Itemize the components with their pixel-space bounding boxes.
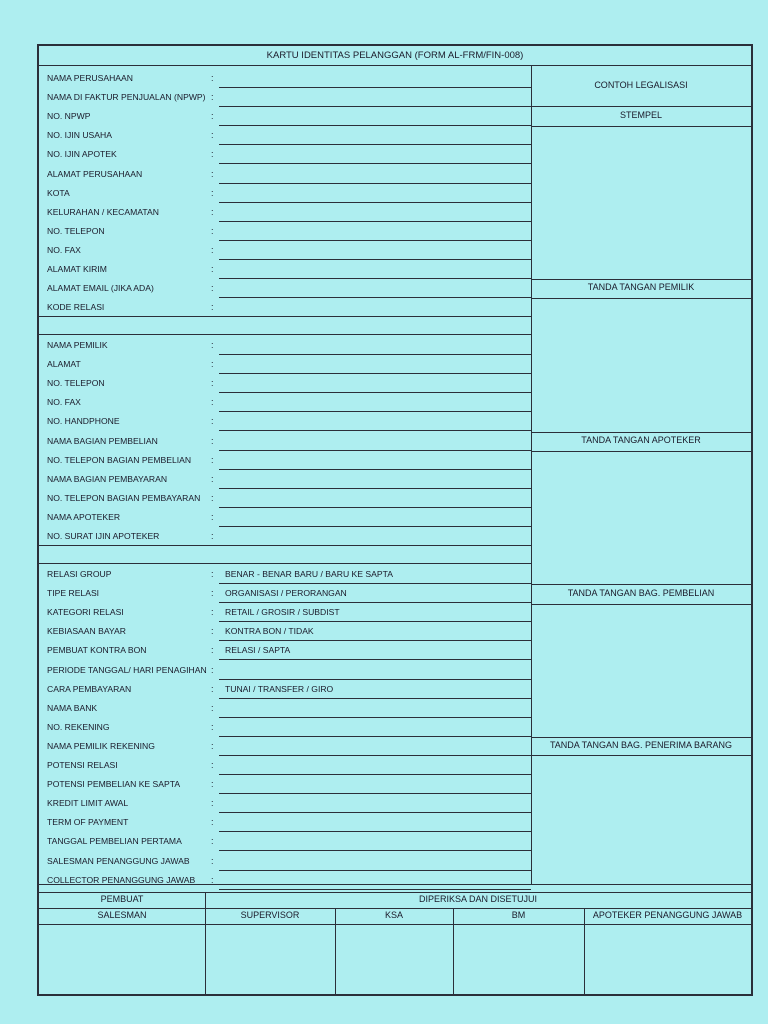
approval-line (39, 908, 751, 909)
field-colon: : (211, 187, 214, 198)
field-label: NO. TELEPON BAGIAN PEMBAYARAN (47, 492, 201, 503)
panel-line (531, 279, 751, 280)
field-colon: : (211, 664, 214, 675)
field-colon: : (211, 397, 214, 408)
field-colon: : (211, 798, 214, 809)
field-underline (219, 507, 531, 508)
field-value: TUNAI / TRANSFER / GIRO (225, 683, 334, 694)
field-colon: : (211, 817, 214, 828)
field-colon: : (211, 760, 214, 770)
field-label: ALAMAT PERUSAHAAN (47, 168, 143, 179)
field-label: NAMA DI FAKTUR PENJUALAN (NPWP) (47, 92, 206, 103)
field-underline (219, 106, 531, 107)
field-underline (219, 354, 531, 355)
field-underline (219, 87, 531, 88)
section-divider (39, 563, 531, 564)
field-label: NO. IJIN APOTEK (47, 149, 117, 160)
field-label: NO. REKENING (47, 721, 110, 732)
maker-header: PEMBUAT (100, 894, 144, 904)
field-label: TIPE RELASI (47, 588, 100, 599)
field-colon: : (211, 244, 214, 255)
field-underline (219, 469, 531, 470)
field-label: PEMBUAT KONTRA BON (47, 645, 147, 656)
field-colon: : (211, 359, 214, 370)
customer-identity-form (37, 44, 753, 996)
field-underline (219, 125, 531, 126)
field-value: RETAIL / GROSIR / SUBDIST (225, 607, 340, 618)
field-colon: : (211, 92, 214, 103)
field-colon: : (211, 779, 214, 790)
approval-line (39, 924, 751, 925)
field-colon: : (211, 283, 214, 294)
field-underline (219, 278, 531, 279)
field-label: KREDIT LIMIT AWAL (47, 798, 129, 809)
stamp-heading: STEMPEL (619, 110, 662, 120)
purchasing-signature-heading: TANDA TANGAN BAG. PEMBELIAN (567, 588, 715, 598)
field-colon: : (211, 874, 214, 885)
field-label: KOTA (47, 187, 70, 198)
field-underline (219, 850, 531, 851)
field-underline (219, 202, 531, 203)
field-label: KODE RELASI (47, 302, 105, 313)
field-label: NO. SURAT IJIN APOTEKER (47, 531, 160, 541)
field-colon: : (211, 454, 214, 465)
field-underline (219, 812, 531, 813)
field-label: NO. NPWP (47, 111, 91, 122)
field-label: NAMA BAGIAN PEMBELIAN (47, 435, 158, 446)
panel-divider (531, 66, 532, 884)
field-underline (219, 698, 531, 699)
field-label: NO. HANDPHONE (47, 416, 120, 427)
field-underline (219, 411, 531, 412)
field-colon: : (211, 149, 214, 160)
field-label: NAMA BANK (47, 702, 98, 713)
panel-line (531, 106, 751, 107)
panel-line (531, 432, 751, 433)
approval-top (39, 892, 751, 893)
approval-column-header: SUPERVISOR (240, 910, 300, 920)
approval-column-header: BM (511, 910, 526, 920)
field-value: BENAR - BENAR BARU / BARU KE SAPTA (225, 569, 393, 579)
field-underline (219, 240, 531, 241)
field-underline (219, 774, 531, 775)
panel-line (531, 126, 751, 127)
legalization-heading: CONTOH LEGALISASI (594, 80, 688, 90)
field-underline (219, 659, 531, 660)
field-colon: : (211, 492, 214, 503)
approval-divider (205, 892, 206, 994)
field-label: COLLECTOR PENANGGUNG JAWAB (47, 874, 196, 885)
approval-divider (335, 908, 336, 994)
field-label: NO. IJIN USAHA (47, 130, 112, 141)
field-label: NO. TELEPON (47, 225, 105, 236)
field-label: NAMA PEMILIK REKENING (47, 740, 155, 751)
pharmacist-signature-heading: TANDA TANGAN APOTEKER (581, 435, 701, 445)
form-title: KARTU IDENTITAS PELANGGAN (FORM AL-FRM/FIN-008) (39, 46, 751, 66)
field-colon: : (211, 607, 214, 618)
field-label: KATEGORI RELASI (47, 607, 124, 618)
field-label: NAMA PEMILIK (47, 340, 108, 350)
field-label: PERIODE TANGGAL/ HARI PENAGIHAN (47, 664, 207, 675)
section-divider (39, 334, 531, 335)
approval-top (39, 884, 751, 885)
field-label: ALAMAT (47, 359, 81, 370)
field-value: RELASI / SAPTA (225, 645, 291, 656)
field-colon: : (211, 73, 214, 83)
field-colon: : (211, 645, 214, 656)
field-label: KELURAHAN / KECAMATAN (47, 206, 159, 217)
field-underline (219, 526, 531, 527)
field-colon: : (211, 378, 214, 389)
owner-signature-heading: TANDA TANGAN PEMILIK (587, 282, 695, 292)
panel-line (531, 755, 751, 756)
field-underline (219, 736, 531, 737)
field-label: KEBIASAAN BAYAR (47, 626, 126, 637)
field-colon: : (211, 111, 214, 122)
field-underline (219, 621, 531, 622)
field-underline (219, 259, 531, 260)
field-label: POTENSI RELASI (47, 760, 118, 770)
field-colon: : (211, 130, 214, 141)
field-colon: : (211, 435, 214, 446)
field-colon: : (211, 721, 214, 732)
panel-line (531, 298, 751, 299)
panel-line (531, 604, 751, 605)
field-colon: : (211, 206, 214, 217)
approval-column-header: APOTEKER PENANGGUNG JAWAB (592, 910, 743, 920)
approval-column-header: KSA (384, 910, 403, 920)
field-label: TERM OF PAYMENT (47, 817, 129, 828)
field-colon: : (211, 473, 214, 484)
field-underline (219, 793, 531, 794)
field-label: TANGGAL PEMBELIAN PERTAMA (47, 836, 182, 847)
field-underline (219, 163, 531, 164)
checked-header: DIPERIKSA DAN DISETUJUI (418, 894, 538, 904)
field-underline (219, 870, 531, 871)
field-underline (219, 679, 531, 680)
field-colon: : (211, 702, 214, 713)
field-label: NO. TELEPON (47, 378, 105, 389)
field-label: NAMA APOTEKER (47, 511, 121, 522)
field-label: NO. FAX (47, 244, 81, 255)
field-colon: : (211, 225, 214, 236)
field-colon: : (211, 588, 214, 599)
field-underline (219, 889, 531, 890)
field-underline (219, 755, 531, 756)
field-underline (219, 602, 531, 603)
field-label: POTENSI PEMBELIAN KE SAPTA (47, 779, 181, 790)
field-colon: : (211, 511, 214, 522)
field-colon: : (211, 569, 214, 579)
field-label: ALAMAT KIRIM (47, 264, 107, 274)
field-label: SALESMAN PENANGGUNG JAWAB (47, 855, 190, 866)
field-colon: : (211, 340, 214, 350)
field-colon: : (211, 855, 214, 866)
field-label: NAMA BAGIAN PEMBAYARAN (47, 473, 168, 484)
field-label: ALAMAT EMAIL (JIKA ADA) (47, 283, 154, 294)
panel-line (531, 737, 751, 738)
field-underline (219, 373, 531, 374)
field-label: NAMA PERUSAHAAN (47, 73, 133, 83)
field-value: ORGANISASI / PERORANGAN (225, 588, 347, 599)
field-label: NO. TELEPON BAGIAN PEMBELIAN (47, 454, 192, 465)
field-underline (219, 640, 531, 641)
field-label: NO. FAX (47, 397, 81, 408)
field-underline (219, 144, 531, 145)
field-colon: : (211, 683, 214, 694)
field-colon: : (211, 416, 214, 427)
section-divider (39, 316, 531, 317)
field-underline (219, 450, 531, 451)
field-underline (219, 392, 531, 393)
field-colon: : (211, 531, 214, 541)
field-colon: : (211, 168, 214, 179)
field-colon: : (211, 302, 214, 313)
field-underline (219, 831, 531, 832)
section-divider (39, 545, 531, 546)
field-underline (219, 221, 531, 222)
field-underline (219, 717, 531, 718)
approval-divider (453, 908, 454, 994)
approval-column-header: SALESMAN (97, 910, 147, 920)
field-underline (219, 430, 531, 431)
field-underline (219, 183, 531, 184)
field-label: CARA PEMBAYARAN (47, 683, 132, 694)
panel-line (531, 451, 751, 452)
field-label: RELASI GROUP (47, 569, 112, 579)
field-colon: : (211, 626, 214, 637)
field-underline (219, 297, 531, 298)
receiving-signature-heading: TANDA TANGAN BAG. PENERIMA BARANG (549, 740, 733, 750)
field-value: KONTRA BON / TIDAK (225, 626, 314, 637)
field-underline (219, 583, 531, 584)
field-colon: : (211, 264, 214, 274)
panel-line (531, 584, 751, 585)
field-underline (219, 488, 531, 489)
approval-divider (584, 908, 585, 994)
field-colon: : (211, 836, 214, 847)
field-colon: : (211, 740, 214, 751)
